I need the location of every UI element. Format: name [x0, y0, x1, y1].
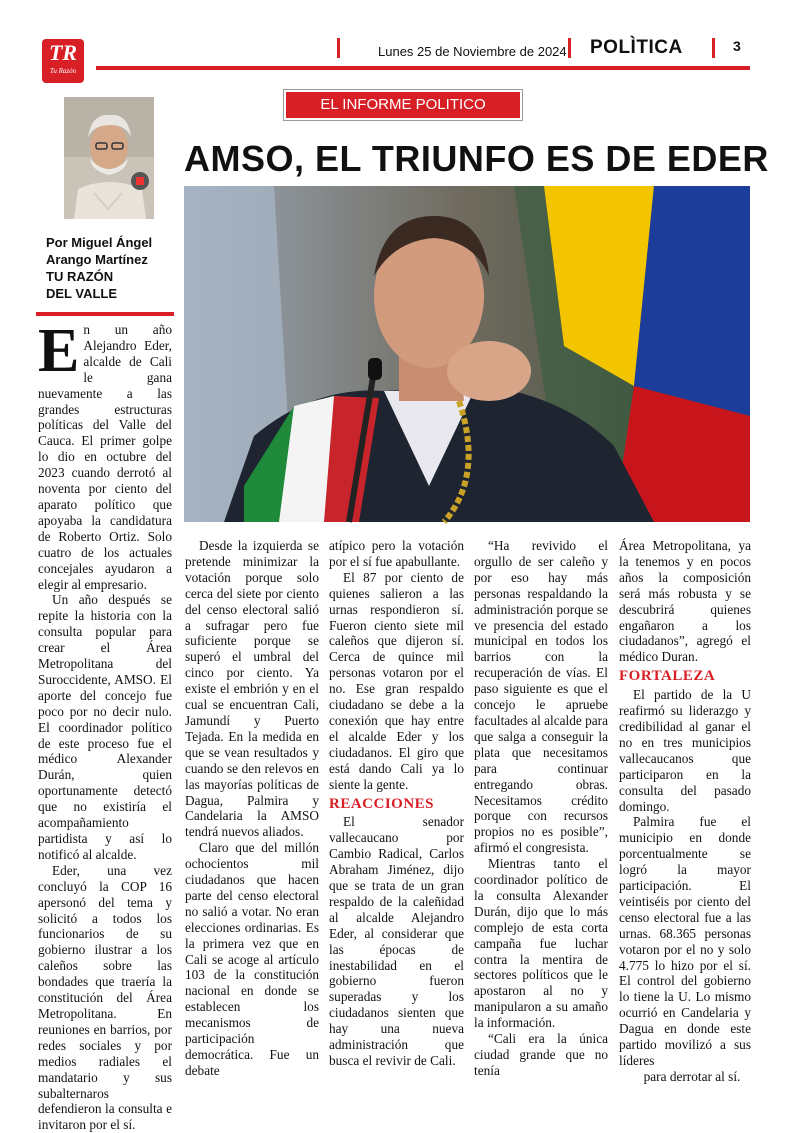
logo-text: TR — [48, 40, 78, 65]
paragraph: Un año después se repite la historia con la consulta popular para crear el Área Metropolitana del Suroccidente, AMSO. El aporte del concejo fue poco por no decir nulo. El coordinador político de este proceso fue el médico Alexander Durán, quien oportunamente detectó que no existiría el acompañamiento partidista y así lo notificó al alcalde. — [38, 592, 172, 862]
paragraph: “Cali era la única ciudad grande que no tenía — [474, 1031, 608, 1078]
paragraph: Mientras tanto el coordinador político de la consulta Alexander Durán, dijo que lo más complejo de esta corta campaña fue luchar contra la mentira de sectores políticos que le apostaron al no y manipularon a su amaño la información. — [474, 856, 608, 1031]
subhead-reacciones: REACCIONES — [329, 795, 435, 812]
author-photo — [64, 97, 154, 219]
paragraph: El 87 por ciento de quienes salieron a las urnas respondieron sí. Fueron ciento siete mil caleños que dijeron sí. Cerca de quince mil personas votaron por el no. Ese gran respaldo ciudadano se debe a la conexión que hay entre el alcalde Eder y los ciudadanos. El giro que está dando Cali ya lo siente la gente. — [329, 569, 464, 792]
paragraph: Eder, una vez concluyó la COP 16 apersonó del tema y solicitó a todos los funcionarios de su gobierno ilustrar a los caleños sobre las bondades que traería la constitución del Área Metropolitana. En reuniones en barrios, por redes sociales y por medios radiales el mandatario y sus subalternaros defendieron la consulta e invitaron por el sí. — [38, 862, 172, 1133]
byline-line: Arango Martínez — [46, 252, 148, 267]
article-column-3 — [329, 538, 464, 1068]
newspaper-logo — [42, 39, 84, 83]
page-number: 3 — [733, 38, 741, 54]
paragraph: El senador vallecaucano por Cambio Radical, Carlos Abraham Jiménez, dijo que se trata de un gran respaldo de la caleñidad al alcalde Alejandro Eder, al considerar que las épocas de inestabilidad en el gobierno fueron superadas y los ciudadanos sienten que hay una nueva administración que busca el revivir de Cali. — [329, 814, 464, 1068]
paragraph: Palmira fue el municipio en donde porcentualmente se logró la mayor participación. El veintiséis por ciento del censo electoral fue a las urnas. 68.365 personas votaron por el no y solo 4.775 lo hizo por el sí. El control del gobierno lo tiene la U. Lo mismo ocurrió en Candelaria y Dagua en donde este partido movilizó a sus líderes — [619, 814, 751, 1068]
paragraph: Área Metropolitana, ya la tenemos y en pocos años la composición será más robusta y se descubrirá quienes engañaron a los ciudadanos”, agregó el médico Duran. — [619, 538, 751, 665]
byline-rule — [36, 312, 174, 316]
paragraph: Claro que del millón ochocientos mil ciudadanos que hacen parte del censo electoral no salió a votar. No eran elecciones ordinarias. Es la primera vez que en Cali se acoge al artículo 103 de la constitución nacional en donde se establecen los mecanismos de participación democrática. Fue un debate — [185, 840, 319, 1078]
header-divider — [712, 38, 715, 58]
paragraph: El partido de la U reafirmó su liderazgo y credibilidad al ganar el no en tres municipios vallecaucanos que participaron en la consulta del pasado domingo. — [619, 687, 751, 814]
paragraph: atípico pero la votación por el sí fue apabullante. — [329, 538, 464, 569]
main-photo — [184, 186, 750, 522]
paragraph: Desde la izquierda se pretende minimizar la votación porque solo cerca del siete por ciento del censo electoral salió a sufragar pero fue suficiente porque se superó el umbral del cinco por ciento. Ya existe el embrión y en el cual se encuentran Cali, Jamundí y Puerto Tejada. En la medida en que se vean resultados y cuando se den relevos en las mayorías políticas de Dagua, Palmira y Candelaria la AMSO tendrá nuevos aliados. — [185, 538, 319, 840]
section-name: POLÌTICA — [590, 37, 683, 58]
paragraph: “Ha revivido el orgullo de ser caleño y por eso hay más personas respaldando la administración porque se ve presencia del estado municipal en todos los barrios con la recuperación de vías. El paso siguiente es que el concejo le apruebe facultades al alcalde para que salga a conseguir la plata que necesitamos para continuar entregando obras. Necesitamos crédito porque con recursos propios no es posible”, afirmó el congresista. — [474, 538, 608, 856]
paragraph: para derrotar al sí. — [643, 1068, 741, 1084]
article-column-5 — [619, 538, 751, 1084]
logo-subtitle: Tu Razón — [49, 67, 77, 75]
issue-date: Lunes 25 de Noviembre de 2024 — [378, 44, 567, 59]
byline-line: DEL VALLE — [46, 286, 118, 301]
paragraph: n un año Alejandro Eder, alcalde de Cali le gana nuevamente a las grandes estructuras políticas del Valle del Cauca. El primer golpe lo dio en octubre del 2023 cuando derrotó al noventa por ciento del aparato político que apoyaba la candidatura de Roberto Ortiz. Solo cuatro de los actuales concejales ayudaron a elegir al empresario. — [38, 322, 172, 592]
byline-line: TU RAZÓN — [46, 269, 114, 284]
column-tag: EL INFORME POLITICO — [286, 92, 520, 118]
header-rule — [96, 66, 750, 70]
header-divider — [337, 38, 340, 58]
subhead-fortaleza: FORTALEZA — [619, 668, 716, 685]
article-column-4 — [474, 538, 608, 1078]
drop-cap: E — [38, 317, 80, 385]
headline: AMSO, EL TRIUNFO ES DE EDER — [184, 138, 769, 179]
byline — [46, 234, 176, 302]
byline-line: Por Miguel Ángel — [46, 235, 153, 250]
article-column-2 — [185, 538, 319, 1078]
header-divider — [568, 38, 571, 58]
article-column-1 — [38, 317, 172, 1133]
